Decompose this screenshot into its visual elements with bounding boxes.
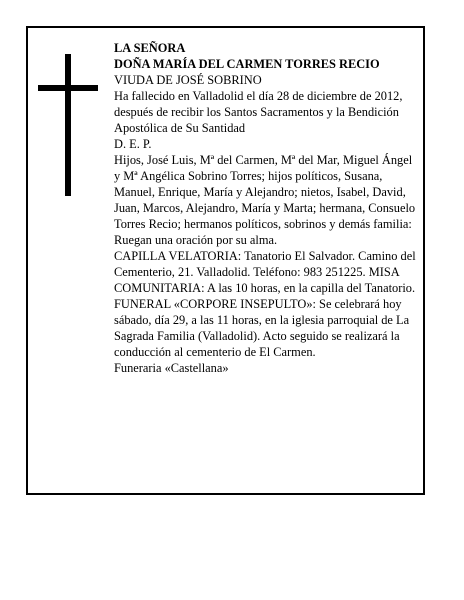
notice-title: LA SEÑORA: [114, 41, 186, 55]
cross-horizontal-bar: [38, 85, 98, 91]
rip-line: D. E. P.: [114, 137, 152, 151]
funeral-info: FUNERAL «CORPORE INSEPULTO»: Se celebrará hoy sábado, día 29, a las 11 horas, en la iglesia parroquial de La Sagrada Familia (Valladolid). Acto seguido se realizará la conducción al cementerio de El Carmen.: [114, 297, 410, 359]
prayer-request: Ruegan una oración por su alma.: [114, 233, 278, 247]
cross-vertical-bar: [65, 54, 71, 196]
cross-icon: [38, 54, 98, 196]
notice-subtitle: VIUDA DE JOSÉ SOBRINO: [114, 73, 262, 87]
wake-info: CAPILLA VELATORIA: Tanatorio El Salvador. Camino del Cementerio, 21. Valladolid. Teléfono: 983 251225. MISA COMUNITARIA: A las 10 horas, en la capilla del Tanatorio.: [114, 249, 416, 295]
family-list: Hijos, José Luis, Mª del Carmen, Mª del Mar, Miguel Ángel y Mª Angélica Sobrino Torres; hijos políticos, Susana, Manuel, Enrique, María y Alejandro; nietos, Isabel, David, Juan, Marcos, Alejandro, María y Marta; hermana, Consuelo Torres Recio; hermanos políticos, sobrinos y demás familia:: [114, 153, 416, 231]
death-info: Ha fallecido en Valladolid el día 28 de diciembre de 2012, después de recibir los Santos Sacramentos y la Bendición Apostólica de Su Santidad: [114, 89, 403, 135]
deceased-name: DOÑA MARÍA DEL CARMEN TORRES RECIO: [114, 57, 380, 71]
obituary-text: [114, 40, 416, 376]
funeral-home: Funeraria «Castellana»: [114, 361, 229, 375]
